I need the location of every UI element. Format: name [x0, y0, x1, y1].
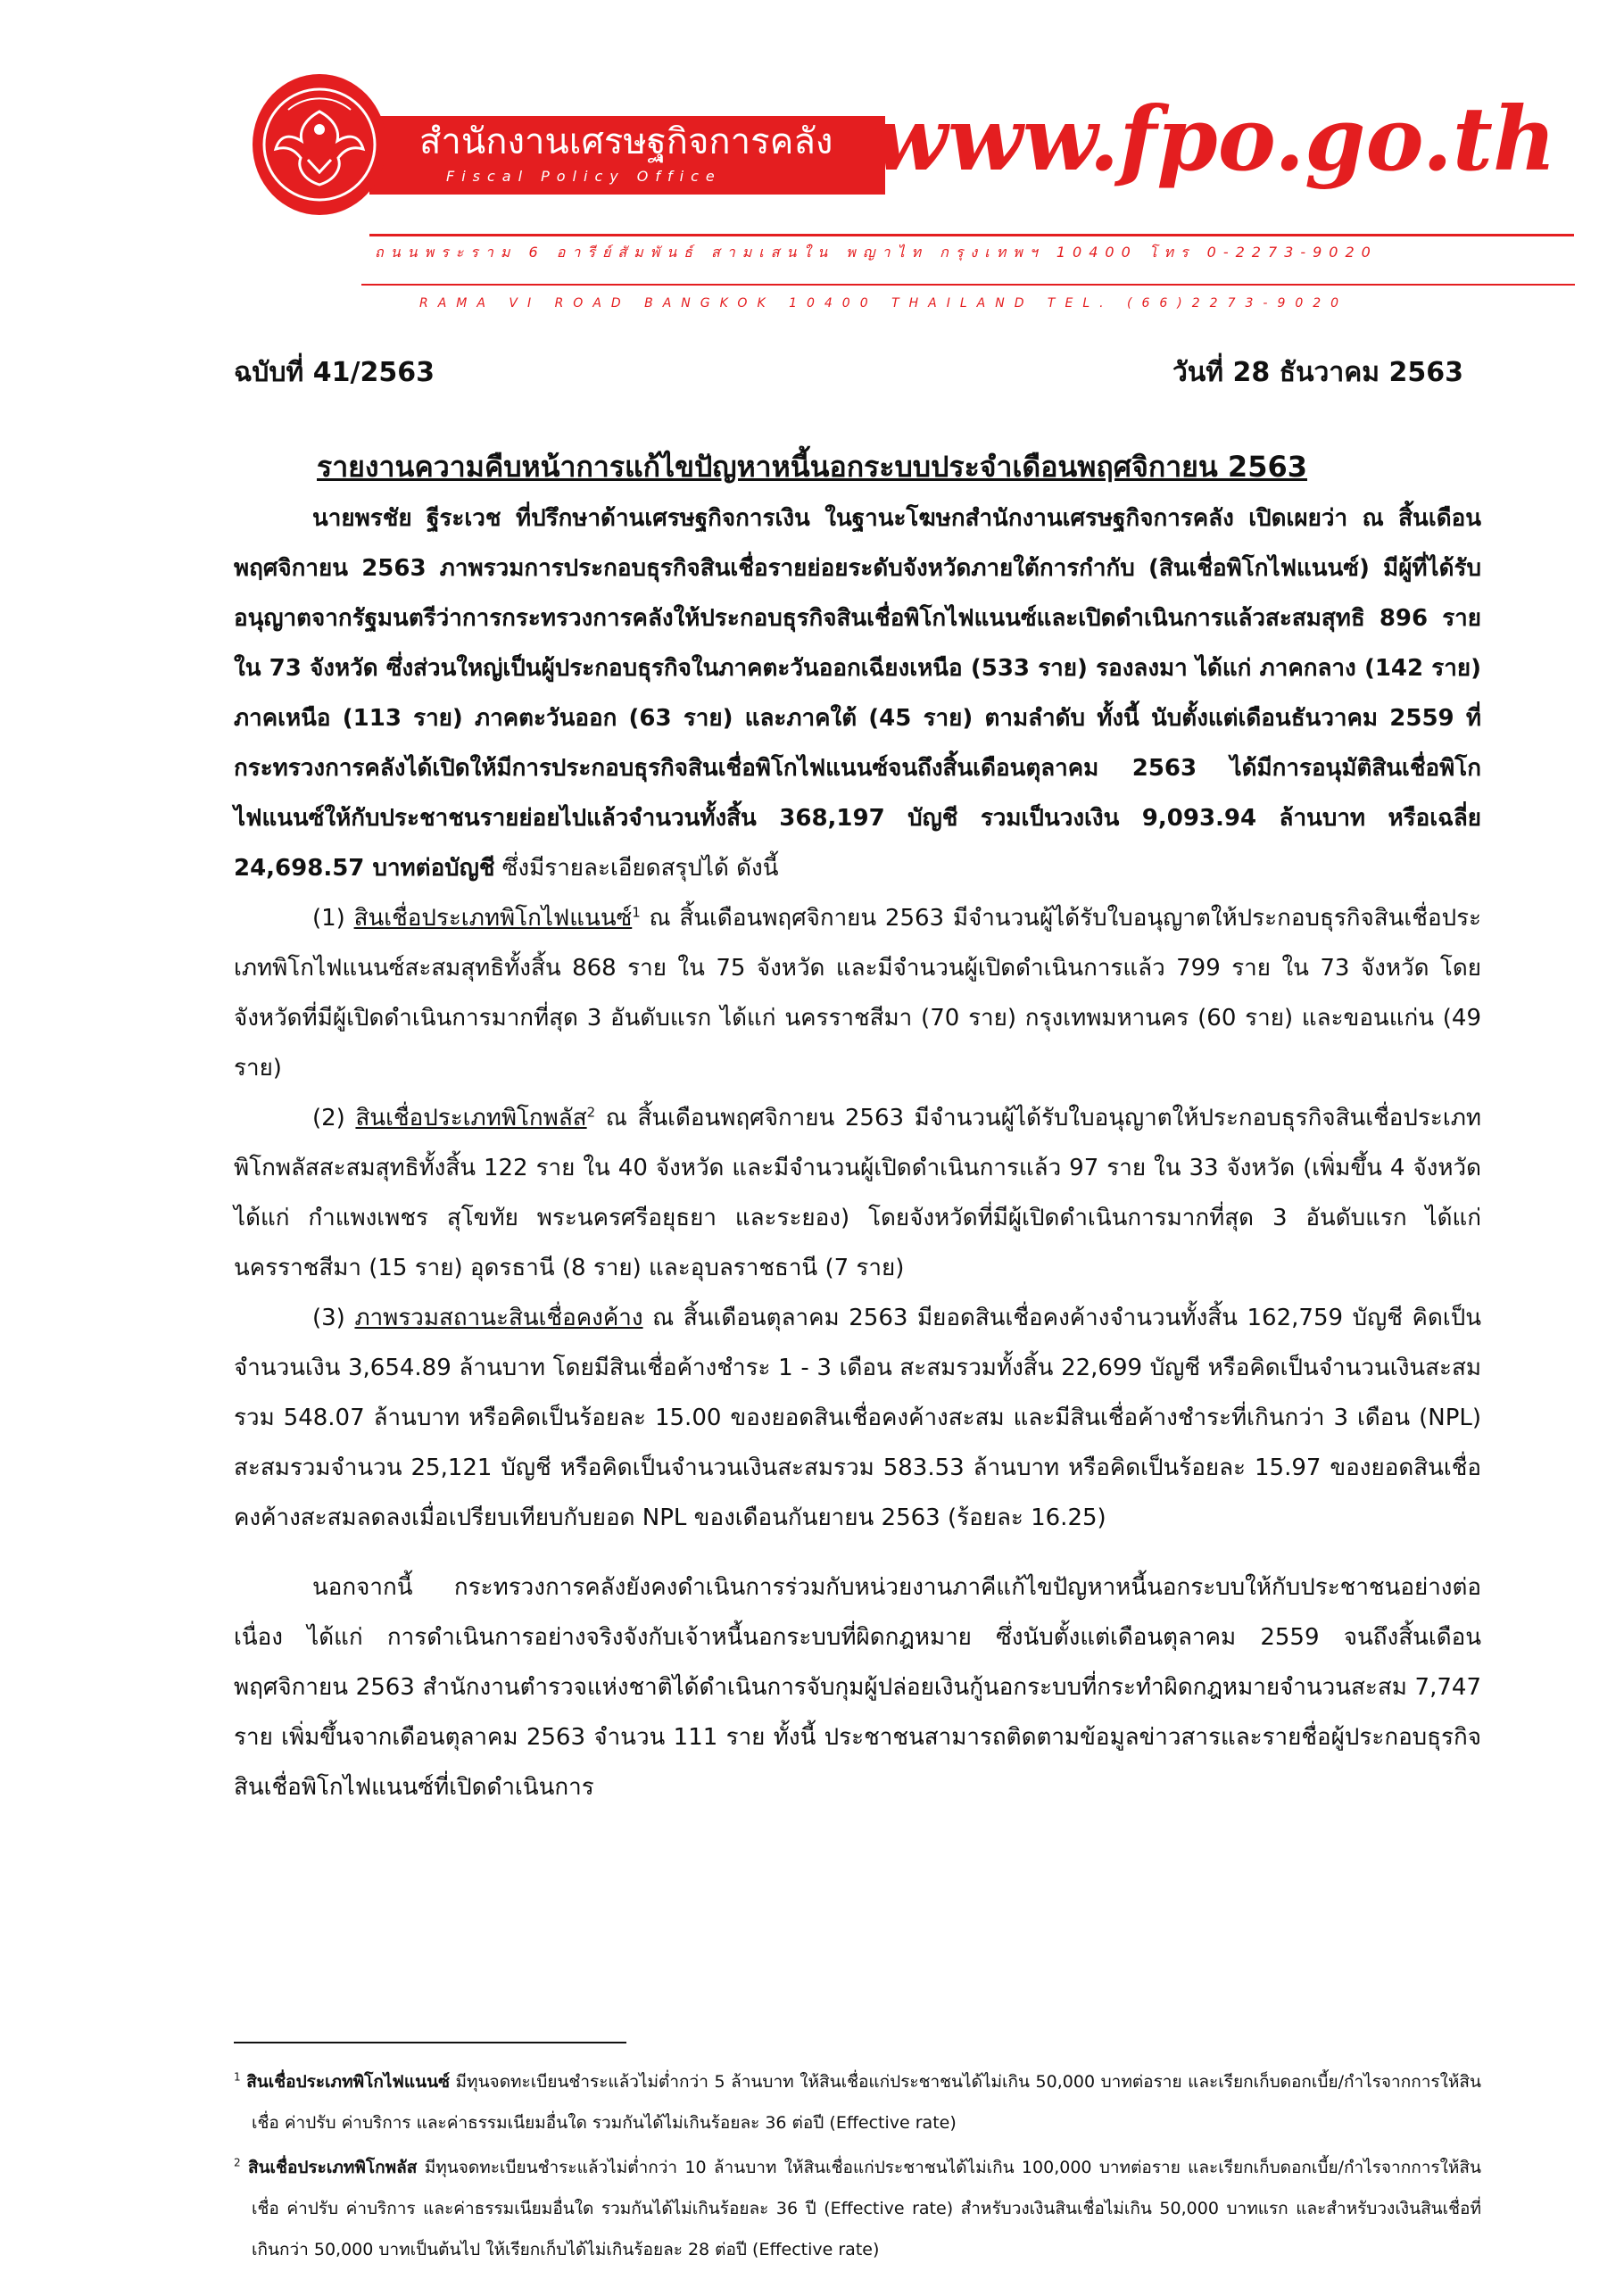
- letterhead-rule-bottom: [361, 284, 1575, 286]
- item-1-text: ณ สิ้นเดือนพฤศจิกายน 2563 มีจำนวนผู้ได้รับใบอนุญาตให้ประกอบธุรกิจสินเชื่อประเภทพิโกไฟแนนซ์สะสมสุทธิทั้งสิ้น 868 ราย ใน 75 จังหวัด และมีจำนวนผู้เปิดดำเนินการแล้ว 799 ราย ใน 73 จังหวัด โดยจังหวัดที่มีผู้เปิดดำเนินการมากที่สุด 3 อันดับแรก ได้แก่ นครราชสีมา (70 ราย) กรุงเทพมหานคร (60 ราย) และขอนแก่น (49 ราย): [234, 905, 1482, 1082]
- item-3-label: ภาพรวมสถานะสินเชื่อคงค้าง: [354, 1305, 643, 1331]
- document-title: รายงานความคืบหน้าการแก้ไขปัญหาหนี้นอกระบบประจำเดือนพฤศจิกายน 2563: [317, 450, 1307, 484]
- intro-tail: ซึ่งมีรายละเอียดสรุปได้ ดังนี้: [494, 855, 779, 882]
- footnote-1-label: สินเชื่อประเภทพิโกไฟแนนซ์: [246, 2072, 450, 2092]
- intro-text: นายพรชัย ฐีระเวช ที่ปรึกษาด้านเศรษฐกิจการเงิน ในฐานะโฆษกสำนักงานเศรษฐกิจการคลัง เปิดเผยว่า ณ สิ้นเดือนพฤศจิกายน 2563 ภาพรวมการประกอบธุรกิจสินเชื่อรายย่อยระดับจังหวัดภายใต้การกำกับ (สินเชื่อพิโกไฟแนนซ์) มีผู้ที่ได้รับอนุญาตจากรัฐมนตรีว่าการกระทรวงการคลังให้ประกอบธุรกิจสินเชื่อพิโกไฟแนนซ์และเปิดดำเนินการแล้วสะสมสุทธิ 896 ราย ใน 73 จังหวัด ซึ่งส่วนใหญ่เป็นผู้ประกอบธุรกิจในภาคตะวันออกเฉียงเหนือ (533 ราย) รองลงมา ได้แก่ ภาคกลาง (142 ราย) ภาคเหนือ (113 ราย) ภาคตะวันออก (63 ราย) และภาคใต้ (45 ราย) ตามลำดับ ทั้งนี้ นับตั้งแต่เดือนธันวาคม 2559 ที่กระทรวงการคลังได้เปิดให้มีการประกอบธุรกิจสินเชื่อพิโกไฟแนนซ์จนถึงสิ้นเดือนตุลาคม 2563 ได้มีการอนุมัติสินเชื่อพิโกไฟแนนซ์ให้กับประชาชนรายย่อยไปแล้วจำนวนทั้งสิ้น 368,197 บัญชี รวมเป็นวงเงิน 9,093.94 ล้านบาท หรือเฉลี่ย 24,698.57 บาทต่อบัญชี: [234, 505, 1481, 882]
- letterhead-rule-top: [369, 234, 1574, 236]
- item-2-number: (2): [312, 1105, 356, 1131]
- item-3-text: ณ สิ้นเดือนตุลาคม 2563 มียอดสินเชื่อคงค้างจำนวนทั้งสิ้น 162,759 บัญชี คิดเป็นจำนวนเงิน 3,654.89 ล้านบาท โดยมีสินเชื่อค้างชำระ 1 - 3 เดือน สะสมรวมทั้งสิ้น 22,699 บัญชี หรือคิดเป็นจำนวนเงินสะสมรวม 548.07 ล้านบาท หรือคิดเป็นร้อยละ 15.00 ของยอดสินเชื่อคงค้างสะสม และมีสินเชื่อค้างชำระที่เกินกว่า 3 เดือน (NPL) สะสมรวมจำนวน 25,121 บัญชี หรือคิดเป็นจำนวนเงินสะสมรวม 583.53 ล้านบาท หรือคิดเป็นร้อยละ 15.97 ของยอดสินเชื่อคงค้างสะสมลดลงเมื่อเปรียบเทียบกับยอด NPL ของเดือนกันยายน 2563 (ร้อยละ 16.25): [234, 1305, 1481, 1531]
- footnote-1: [234, 2061, 1481, 2143]
- item-3-number: (3): [312, 1305, 355, 1331]
- org-name-thai: สำนักงานเศรษฐกิจการคลัง: [419, 121, 833, 162]
- footnote-2-label: สินเชื่อประเภทพิโกพลัส: [247, 2158, 418, 2177]
- item-1-label: สินเชื่อประเภทพิโกไฟแนนซ์: [353, 905, 633, 932]
- footnotes: [234, 2061, 1481, 2274]
- website-url-text: www.fpo.go.th: [873, 88, 1556, 191]
- item-2-text: ณ สิ้นเดือนพฤศจิกายน 2563 มีจำนวนผู้ได้รับใบอนุญาตให้ประกอบธุรกิจสินเชื่อประเภทพิโกพลัสสะสมสุทธิทั้งสิ้น 122 ราย ใน 40 จังหวัด และมีจำนวนผู้เปิดดำเนินการแล้ว 97 ราย ใน 33 จังหวัด (เพิ่มขึ้น 4 จังหวัด ได้แก่ กำแพงเพชร สุโขทัย พระนครศรีอยุธยา และระยอง) โดยจังหวัดที่มีผู้เปิดดำเนินการมากที่สุด 3 อันดับแรก ได้แก่ นครราชสีมา (15 ราย) อุดรธานี (8 ราย) และอุบลราชธานี (7 ราย): [234, 1105, 1481, 1281]
- issue-date: วันที่ 28 ธันวาคม 2563: [1172, 357, 1463, 388]
- intro-paragraph: [234, 493, 1481, 893]
- address-thai: ถนนพระราม 6 อารีย์สัมพันธ์ สามเสนใน พญาไท กรุงเทพฯ 10400 โทร 0-2273-9020: [375, 244, 1378, 261]
- footnote-2-text: มีทุนจดทะเบียนชำระแล้วไม่ต่ำกว่า 10 ล้านบาท ให้สินเชื่อแก่ประชาชนได้ไม่เกิน 100,000 บาทต่อราย และเรียกเก็บดอกเบี้ย/กำไรจากการให้สินเชื่อ ค่าปรับ ค่าบริการ และค่าธรรมเนียมอื่นใด รวมกันได้ไม่เกินร้อยละ 36 ปี (Effective rate) สำหรับวงเงินสินเชื่อไม่เกิน 50,000 บาทแรก และสำหรับวงเงินสินเชื่อที่เกินกว่า 50,000 บาทเป็นต้นไป ให้เรียกเก็บได้ไม่เกินร้อยละ 28 ต่อปี (Effective rate): [252, 2158, 1481, 2259]
- address-english: RAMA VI ROAD BANGKOK 10400 THAILAND TEL. (66)2273-9020: [419, 296, 1349, 311]
- paragraph-gap: [234, 1543, 1481, 1562]
- footnote-2-mark: 2: [234, 2156, 241, 2169]
- item-1-number: (1): [312, 905, 354, 932]
- footnote-ref-2: 2: [586, 1104, 596, 1121]
- item-1-paragraph: [234, 893, 1481, 1093]
- footnote-2: [234, 2147, 1481, 2270]
- closing-paragraph: นอกจากนี้ กระทรวงการคลังยังคงดำเนินการร่วมกับหน่วยงานภาคีแก้ไขปัญหาหนี้นอกระบบให้กับประชาชนอย่างต่อเนื่อง ได้แก่ การดำเนินการอย่างจริงจังกับเจ้าหนี้นอกระบบที่ผิดกฎหมาย ซึ่งนับตั้งแต่เดือนตุลาคม 2559 จนถึงสิ้นเดือนพฤศจิกายน 2563 สำนักงานตำรวจแห่งชาติได้ดำเนินการจับกุมผู้ปล่อยเงินกู้นอกระบบที่กระทำผิดกฎหมายจำนวนสะสม 7,747 ราย เพิ่มขึ้นจากเดือนตุลาคม 2563 จำนวน 111 ราย ทั้งนี้ ประชาชนสามารถติดตามข้อมูลข่าวสารและรายชื่อผู้ประกอบธุรกิจสินเชื่อพิโกไฟแนนซ์ที่เปิดดำเนินการ: [234, 1574, 1481, 1801]
- footnote-1-text: มีทุนจดทะเบียนชำระแล้วไม่ต่ำกว่า 5 ล้านบาท ให้สินเชื่อแก่ประชาชนได้ไม่เกิน 50,000 บาทต่อราย และเรียกเก็บดอกเบี้ย/กำไรจากการให้สินเชื่อ ค่าปรับ ค่าบริการ และค่าธรรมเนียมอื่นใด รวมกันได้ไม่เกินร้อยละ 36 ต่อปี (Effective rate): [252, 2072, 1481, 2133]
- item-2-paragraph: [234, 1093, 1481, 1293]
- document-body: [234, 493, 1481, 1812]
- footnote-divider: [234, 2042, 626, 2043]
- garuda-emblem-icon: [253, 74, 386, 215]
- issue-number: ฉบับที่ 41/2563: [234, 357, 435, 388]
- garuda-seal-logo: [253, 74, 386, 215]
- item-2-label: สินเชื่อประเภทพิโกพลัส: [355, 1105, 587, 1131]
- footnote-1-mark: 1: [234, 2070, 241, 2084]
- org-name-english: Fiscal Policy Office: [446, 168, 722, 185]
- website-logo: [867, 77, 1563, 191]
- footnote-ref-1: 1: [632, 904, 641, 921]
- item-3-paragraph: [234, 1293, 1481, 1543]
